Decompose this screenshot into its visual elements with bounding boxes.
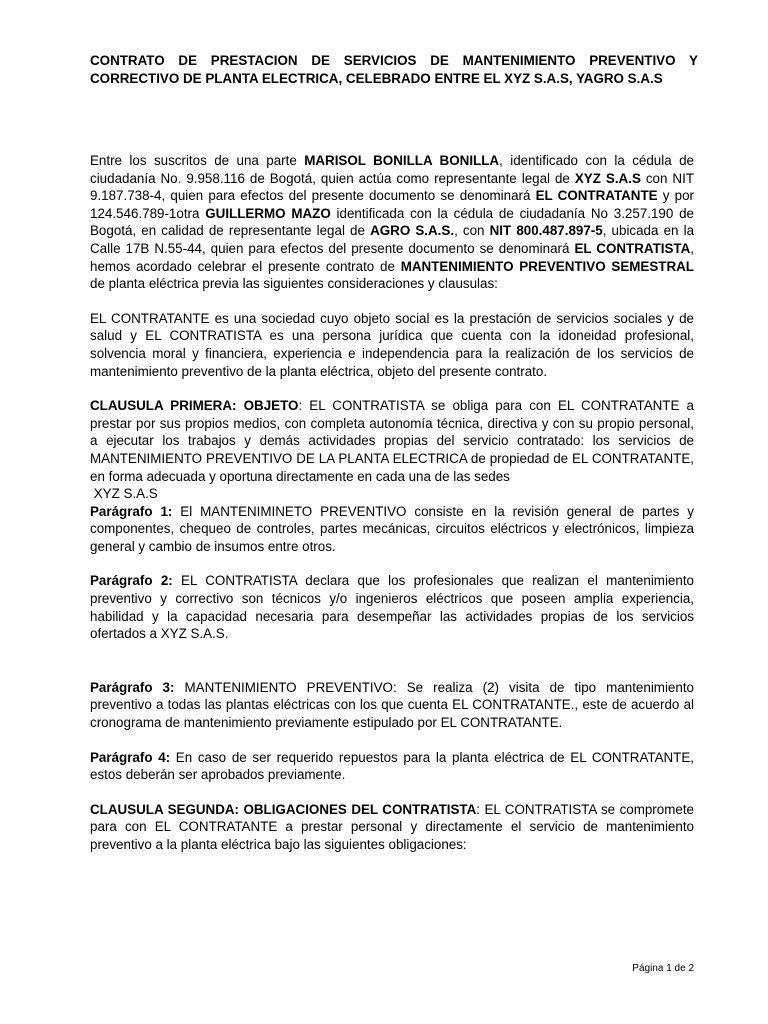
contract-type: MANTENIMIENTO PREVENTIVO SEMESTRAL <box>400 258 694 274</box>
contratante-term: EL CONTRATANTE <box>535 188 658 204</box>
contratista-nit: NIT 800.487.897-5 <box>489 223 603 239</box>
contratista-representative-name: GUILLERMO MAZO <box>205 205 331 221</box>
clause-2-text: : EL CONTRATISTA se compromete para con EL CONTRATANTE a prestar personal y directamente el servicio de mantenimiento preventivo a la planta eléctrica bajo las siguientes obligaciones: <box>90 801 694 852</box>
intro-text: , ubicada en la Calle 17B N.55-44, quien para efectos del presente documento se denominará <box>90 223 695 256</box>
paragraph-3-label: Parágrafo 3: <box>90 679 175 695</box>
intro-text: identificada con la cédula de ciudadanía No 3.257.190 de Bogotá, en calidad de representante legal de <box>90 205 695 239</box>
clause-1-sedes-text: XYZ S.A.S <box>93 486 158 502</box>
paragraph-1-text: El MANTENIMINETO PREVENTIVO consiste en la revisión general de partes y componentes, chequeo de controles, partes mecánicas, circuitos eléctricos y electrónicos, limpieza general y cambio de insumos entre otros. <box>90 503 694 554</box>
clause-1-heading: CLAUSULA PRIMERA: OBJETO <box>90 398 299 414</box>
contratista-term: EL CONTRATISTA <box>574 240 691 256</box>
document-title: CONTRATO DE PRESTACION DE SERVICIOS DE MANTENIMIENTO PREVENTIVO Y CORRECTIVO DE PLANTA ELECTRICA, CELEBRADO ENTRE EL XYZ S.A.S, YAGRO S.A.S <box>90 53 698 86</box>
intro-text: con NIT 9.187.738-4, quien para efectos del presente documento se denominará <box>90 170 694 204</box>
spacer <box>90 380 694 397</box>
contratante-company: XYZ S.A.S <box>574 170 641 186</box>
contratista-company: AGRO S.A.S. <box>370 223 455 239</box>
considerations-paragraph: EL CONTRATANTE es una sociedad cuyo objeto social es la prestación de servicios sociales y de salud y EL CONTRATISTA es una persona jurídica que cuenta con la idoneidad profesional, solvencia moral y financiera, experiencia e independencia para la realización de los servicios de mantenimiento preventivo de la planta eléctrica, objeto del presente contrato. <box>90 310 694 379</box>
paragraph-1 <box>90 503 694 556</box>
intro-paragraph <box>90 152 694 293</box>
paragraph-4-label: Parágrafo 4: <box>90 749 171 765</box>
paragraph-2-label: Parágrafo 2: <box>90 573 173 589</box>
intro-text: de planta eléctrica previa las siguientes consideraciones y clausulas: <box>90 276 498 292</box>
clause-1-sedes <box>90 485 694 503</box>
intro-text: , con <box>454 223 490 239</box>
paragraph-2-text: EL CONTRATISTA declara que los profesionales que realizan el mantenimiento preventivo y correctivo son técnicos y/o ingenieros eléctricos que poseen amplia experiencia, habilidad y la capacidad necesaria para desempeñar las actividades propias de los servicios ofertados a XYZ S.A.S. <box>90 573 694 642</box>
intro-text: , identificado con la cédula de ciudadanía No. 9.958.116 de Bogotá, quien actúa como representante legal de <box>90 153 694 186</box>
paragraph-4-text: En caso de ser requerido repuestos para la planta eléctrica de EL CONTRATANTE, estos deberán ser aprobados previamente. <box>90 749 695 783</box>
paragraph-2 <box>90 572 694 642</box>
page-number-footer: Página 1 de 2 <box>632 963 694 974</box>
spacer <box>90 784 694 801</box>
spacer <box>90 732 694 749</box>
paragraph-4 <box>90 749 694 784</box>
paragraph-1-label: Parágrafo 1: <box>90 503 173 519</box>
clause-2-paragraph <box>90 801 694 854</box>
contratante-representative-name: MARISOL BONILLA BONILLA <box>304 153 500 168</box>
document-body <box>90 152 694 854</box>
spacer <box>90 555 694 572</box>
intro-text: , hemos acordado celebrar el presente contrato de <box>90 240 694 274</box>
paragraph-3 <box>90 679 694 732</box>
paragraph-3-text: MANTENIMIENTO PREVENTIVO: Se realiza (2) visita de tipo mantenimiento preventivo a todas las plantas eléctricas con los que cuenta EL CONTRATANTE., este de acuerdo al cronograma de mantenimiento previamente estipulado por EL CONTRATANTE. <box>90 679 694 731</box>
intro-text: Entre los suscritos de una parte <box>90 153 305 168</box>
spacer <box>90 293 694 310</box>
intro-text: y por 124.546.789-1otra <box>90 188 694 221</box>
clause-1-paragraph <box>90 397 694 485</box>
spacer <box>90 643 694 679</box>
clause-1-text: : EL CONTRATISTA se obliga para con EL CONTRATANTE a prestar por sus propios medios, con completa autonomía técnica, directiva y con su propio personal, a ejecutar los trabajos y demás actividades propias del servicio contratado: los servicios de MANTENIMIENTO PREVENTIVO DE LA PLANTA ELECTRICA de propiedad de EL CONTRATANTE, en forma adecuada y oportuna directamente en cada una de las sedes <box>90 398 694 484</box>
clause-2-heading: CLAUSULA SEGUNDA: OBLIGACIONES DEL CONTRATISTA <box>90 801 477 817</box>
